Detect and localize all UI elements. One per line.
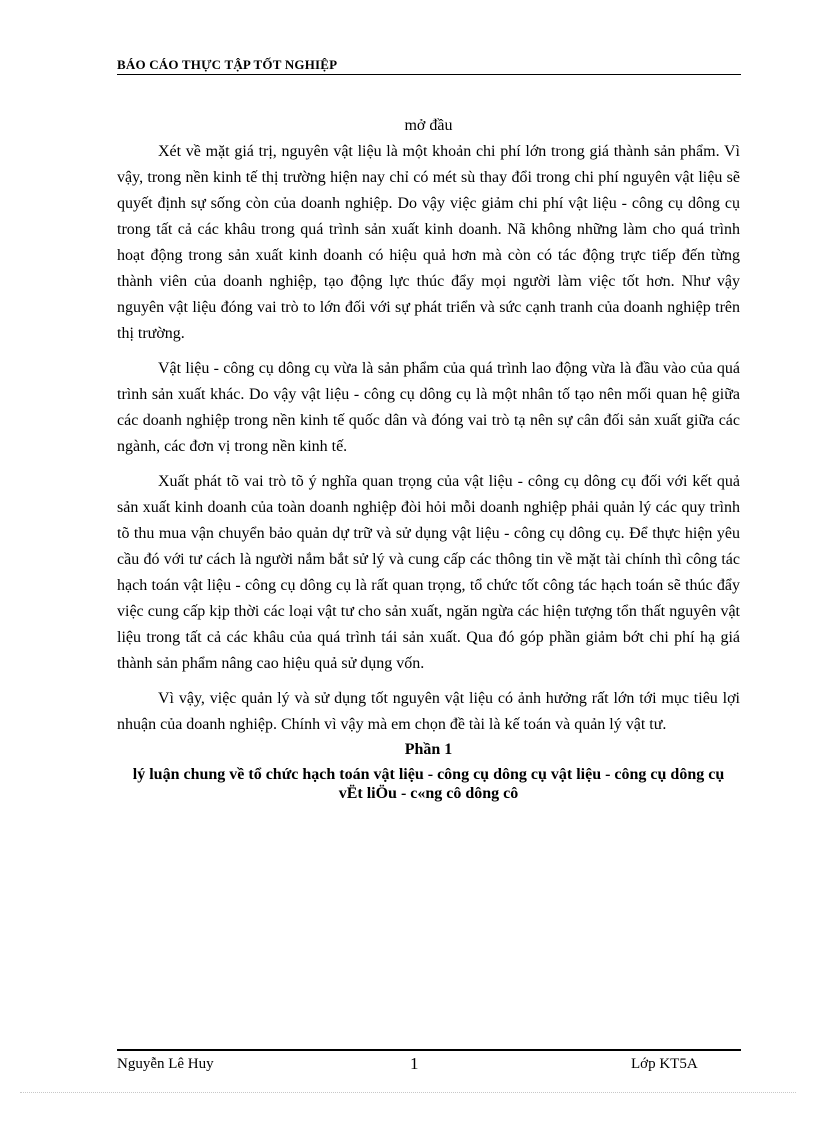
footer-page-number: 1 [410,1054,419,1073]
paragraph-3: Xuất phát tõ vai trò tõ ý nghĩa quan trọng của vật liệu - công cụ dông cụ đối với kết quả sản xuất kinh doanh của toàn doanh nghiệp đòi hỏi mỗi doanh nghiệp phải quản lý các quy trình tõ thu mua vận chuyển bảo quản dự trữ và sử dụng vật liệu - công cụ dông cụ. Để thực hiện yêu cầu đó với tư cách là người nắm bắt sử lý và cung cấp các thông tin về mặt tài chính thì công tác hạch toán vật liệu - công cụ dông cụ là rất quan trọng, tổ chức tốt công tác hạch toán sẽ thúc đẩy việc cung cấp kịp thời các loại vật tư cho sản xuất, ngăn ngừa các hiện tượng tổn thất nguyên vật liệu trong tất cả các khâu của quá trình tái sản xuất. Qua đó góp phần giảm bớt chi phí hạ giá thành sản phẩm nâng cao hiệu quả sử dụng vốn. [117,473,740,672]
paragraph-2: Vật liệu - công cụ dông cụ vừa là sản phẩm của quá trình lao động vừa là đầu vào của quá trình sản xuất khác. Do vậy vật liệu - công cụ dông cụ là một nhân tố tạo nên mối quan hệ giữa các doanh nghiệp trong nền kinh tế quốc dân và đóng vai trò tạ nên sự cân đối sản xuất giữa các ngành, các đơn vị trong nền kinh tế. [117,360,740,455]
intro-title: mở đầu [404,117,453,134]
header-rule [117,74,741,75]
paragraph-4: Vì vậy, việc quản lý và sử dụng tốt nguyên vật liệu có ảnh hưởng rất lớn tới mục tiêu lợi nhuận của doanh nghiệp. Chính vì vậy mà em chọn đề tài là kế toán và quản lý vật tư. [117,690,740,733]
paragraph-1: Xét về mặt giá trị, nguyên vật liệu là một khoản chi phí lớn trong giá thành sản phẩm. Vì vậy, trong nền kinh tế thị trường hiện nay chỉ có mét sù thay đổi trong chi phí nguyên vật liệu sẽ quyết định sự sống còn của doanh nghiệp. Do vậy việc giảm chi phí vật liệu - công cụ dông cụ trong tất cả các khâu trong quá trình sản xuất kinh doanh. Nã không những làm cho quá trình hoạt động trong sản xuất kinh doanh có hiệu quả hơn mà còn có tác động trực tiếp đến từng thành viên của doanh nghiệp, tạo động lực thúc đẩy mọi người làm việc tốt hơn. Như vậy nguyên vật liệu đóng vai trò to lớn đối với sự phát triển và sức cạnh tranh của doanh nghiệp trên thị trường. [117,143,740,342]
footer-class: Lớp KT5A [631,1056,698,1072]
running-header: BÁO CÁO THỰC TẬP TỐT NGHIỆP [117,57,338,72]
footer-rule [117,1049,741,1051]
document-body [117,115,740,804]
part-title: Phần 1 [404,741,453,758]
footer-author: Nguyễn Lê Huy [117,1056,214,1072]
part-subtitle: lý luận chung về tổ chức hạch toán vật liệu - công cụ dông cụ vật liệu - công cụ dông cụ [132,766,725,783]
part-subtitle-legacy-encoding: vËt liÖu - c«ng cô dông cô [338,785,519,802]
page-bottom-border [20,1092,796,1093]
